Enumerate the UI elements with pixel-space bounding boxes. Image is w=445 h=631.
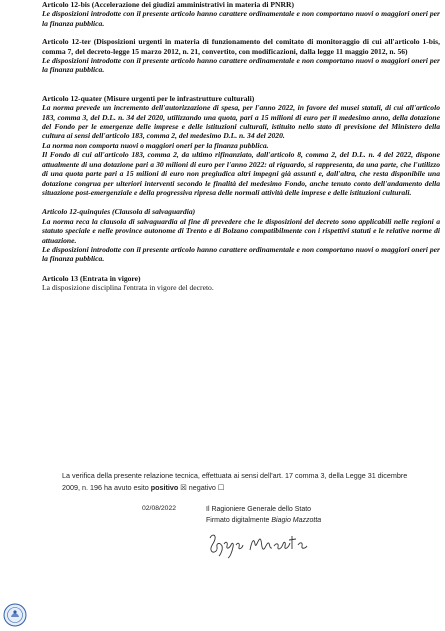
- article-paragraph: Le disposizioni introdotte con il presente articolo hanno carattere ordinamentale e non comportano nuovi o maggiori oneri per la finanza pubblica.: [42, 9, 440, 28]
- positive-label: positivo: [150, 483, 179, 492]
- signature-block: [206, 504, 321, 526]
- verification-text: La verifica della presente relazione tecnica, effettuata ai sensi dell'art. 17 comma 3, della Legge 31 dicembre 2009, n. 196 ha avuto esito: [62, 471, 408, 492]
- article-heading: Articolo 13 (Entrata in vigore): [42, 273, 141, 283]
- signed-prefix: Firmato digitalmente: [206, 517, 270, 524]
- signer-name: Biagio Mazzotta: [271, 517, 322, 524]
- positive-checkbox: ☒: [180, 483, 187, 492]
- article-heading: Articolo 12-bis (Accelerazione dei giudizi amministrativi in materia di PNRR): [42, 0, 295, 9]
- article-paragraph: La norma reca la clausola di salvaguardia al fine di prevedere che le disposizioni del decreto sono applicabili nelle regioni a statuto speciale e nelle province autonome di Trento e di Bolzano compatibilmente con i rispettivi statuti e le relative norme di attuazione.: [42, 216, 440, 245]
- digital-signature-line: [206, 515, 321, 526]
- verification-statement: [62, 470, 422, 494]
- article-12-bis: [42, 0, 440, 28]
- article-paragraph: La norma non comporta nuovi o maggiori oneri per la finanza pubblica.: [42, 140, 269, 150]
- signature-date: 02/08/2022: [142, 505, 177, 512]
- negative-label: negativo: [188, 483, 216, 492]
- seal-icon: [3, 603, 27, 627]
- article-heading: Articolo 12-ter (Disposizioni urgenti in materia di funzionamento del comitato di monitoraggio di cui all'articolo 1-bis, comma 7, del decreto-legge 15 marzo 2012, n. 21, convertito, con modificazioni, dalla legge 11 maggio 2012, n. 56): [42, 37, 440, 56]
- article-heading: Articolo 12-quinquies (Clausola di salvaguardia): [42, 207, 196, 217]
- article-paragraph: La disposizione disciplina l'entrata in vigore del decreto.: [42, 283, 214, 293]
- article-paragraph: Il Fondo di cui all'articolo 183, comma 2, da ultimo rifinanziato, dall'articolo 8, comma 2, del D.L. n. 4 del 2022, dispone attualmente di una dotazione pari a 30 milioni di euro per l'anno 2022: al riguardo, si rappresenta, da una parte, che l'utilizzo di una quota parte pari a 15 milioni di euro non pregiudica altri impegni già assunti e, dall'altra, che resta disponibile una dotazione congrua per ulteriori interventi secondo le finalità del medesimo Fondo, anche tenuto conto dell'andamento della situazione post-emergenziale e della progressiva ripresa delle normali attività delle imprese e delle istituzioni culturali.: [42, 150, 440, 197]
- article-12-ter: [42, 37, 440, 75]
- article-paragraph: Le disposizioni introdotte con il presente articolo hanno carattere ordinamentale e non comportano nuovi o maggiori oneri per la finanza pubblica.: [42, 56, 440, 75]
- negative-checkbox: ☐: [217, 483, 225, 492]
- article-paragraph: La norma prevede un incremento dell'autorizzazione di spesa, per l'anno 2022, in favore dei musei statali, di cui all'articolo 183, comma 3, del D.L. n. 34 del 2020, utilizzando una quota, pari a 15 milioni di euro per il medesimo anno, della dotazione del Fondo per le emergenze delle imprese e delle istituzioni culturali, istituito nello stato di previsione del Ministero della cultura ai sensi dell'articolo 183, comma 2, del medesimo D.L. n. 34 del 2020.: [42, 103, 440, 141]
- article-12-quater: [42, 94, 440, 197]
- handwritten-signature: [206, 530, 316, 560]
- article-paragraph: Le disposizioni introdotte con il presente articolo hanno carattere ordinamentale e non comportano nuovi o maggiori oneri per la finanza pubblica.: [42, 244, 440, 264]
- article-12-quinquies: [42, 207, 440, 263]
- document-body: [42, 0, 440, 293]
- article-heading: Articolo 12-quater (Misure urgenti per le infrastrutture culturali): [42, 93, 255, 103]
- article-13: [42, 274, 440, 293]
- signer-office: Il Ragioniere Generale dello Stato: [206, 506, 312, 513]
